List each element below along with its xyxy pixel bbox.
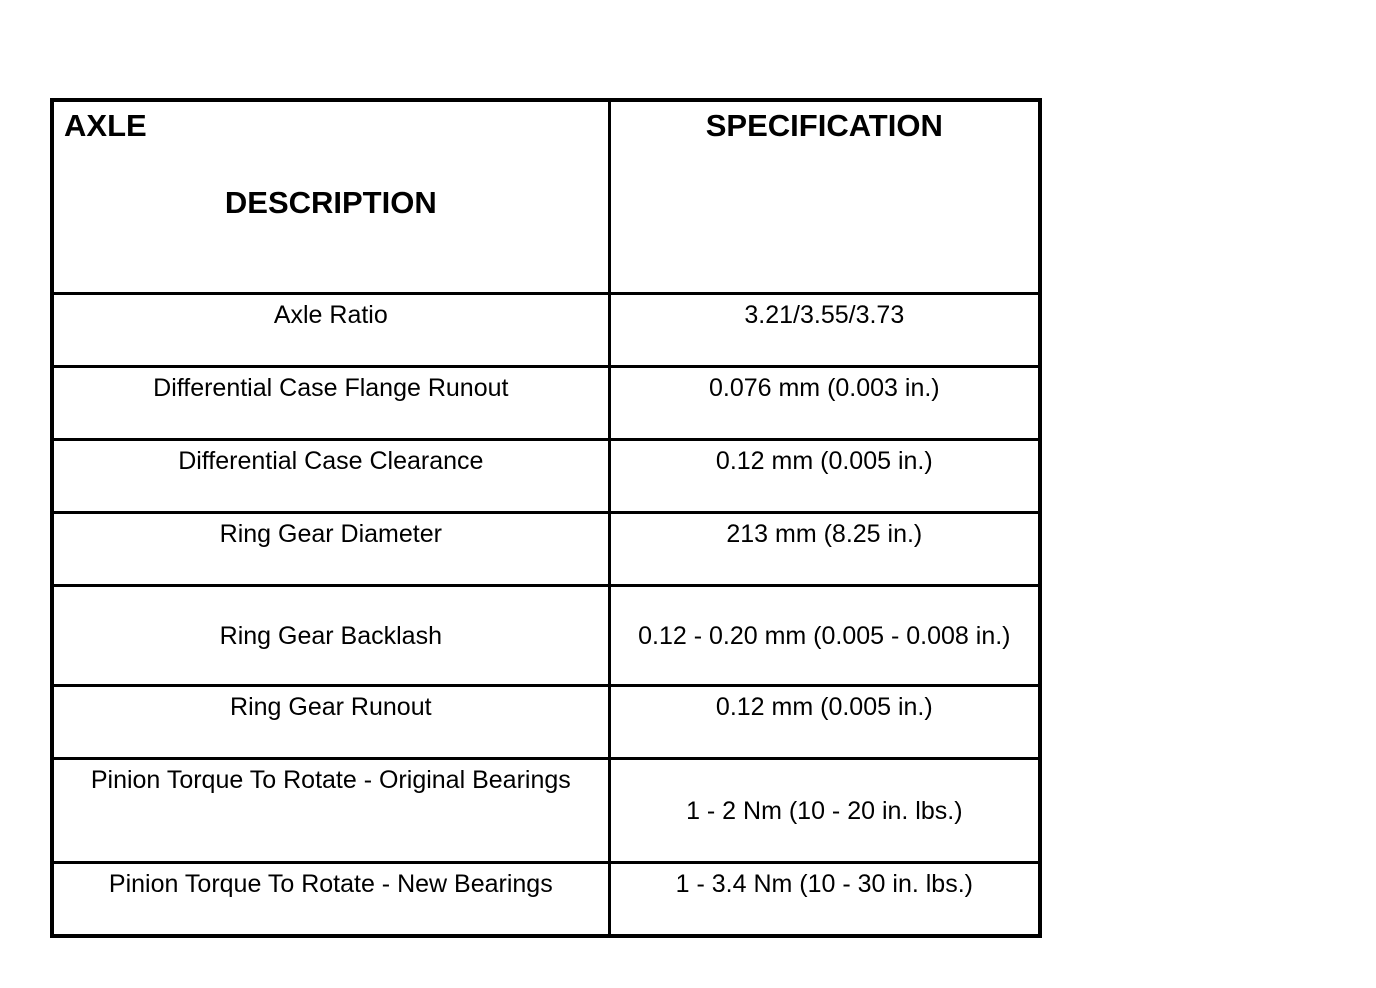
- specification-header-cell: [609, 100, 1040, 294]
- table-row: [52, 294, 1040, 367]
- table-header-row: [52, 100, 1040, 294]
- table-row: [52, 367, 1040, 440]
- specification-cell: 0.12 - 0.20 mm (0.005 - 0.008 in.): [609, 586, 1040, 686]
- description-cell: Pinion Torque To Rotate - Original Bearings: [52, 759, 609, 863]
- table-row: [52, 440, 1040, 513]
- specification-cell: 3.21/3.55/3.73: [609, 294, 1040, 367]
- specification-header-label: SPECIFICATION: [705, 108, 943, 143]
- description-cell: Differential Case Flange Runout: [52, 367, 609, 440]
- specification-cell: 0.12 mm (0.005 in.): [609, 686, 1040, 759]
- table-row: [52, 686, 1040, 759]
- table-row: [52, 863, 1040, 937]
- description-cell: Axle Ratio: [52, 294, 609, 367]
- specification-cell: 0.12 mm (0.005 in.): [609, 440, 1040, 513]
- specification-cell: 0.076 mm (0.003 in.): [609, 367, 1040, 440]
- specification-cell: 1 - 3.4 Nm (10 - 30 in. lbs.): [609, 863, 1040, 937]
- table-row: [52, 513, 1040, 586]
- table-row: [52, 586, 1040, 686]
- axle-specification-table: [50, 98, 1042, 938]
- description-header-label: DESCRIPTION: [224, 185, 437, 220]
- description-cell: Ring Gear Runout: [52, 686, 609, 759]
- specification-cell: 1 - 2 Nm (10 - 20 in. lbs.): [609, 759, 1040, 863]
- description-header-cell: [52, 100, 609, 294]
- table-row: [52, 759, 1040, 863]
- axle-header-label: AXLE: [64, 108, 147, 143]
- description-cell: Differential Case Clearance: [52, 440, 609, 513]
- description-cell: Ring Gear Diameter: [52, 513, 609, 586]
- description-cell: Pinion Torque To Rotate - New Bearings: [52, 863, 609, 937]
- description-cell: Ring Gear Backlash: [52, 586, 609, 686]
- specification-cell: 213 mm (8.25 in.): [609, 513, 1040, 586]
